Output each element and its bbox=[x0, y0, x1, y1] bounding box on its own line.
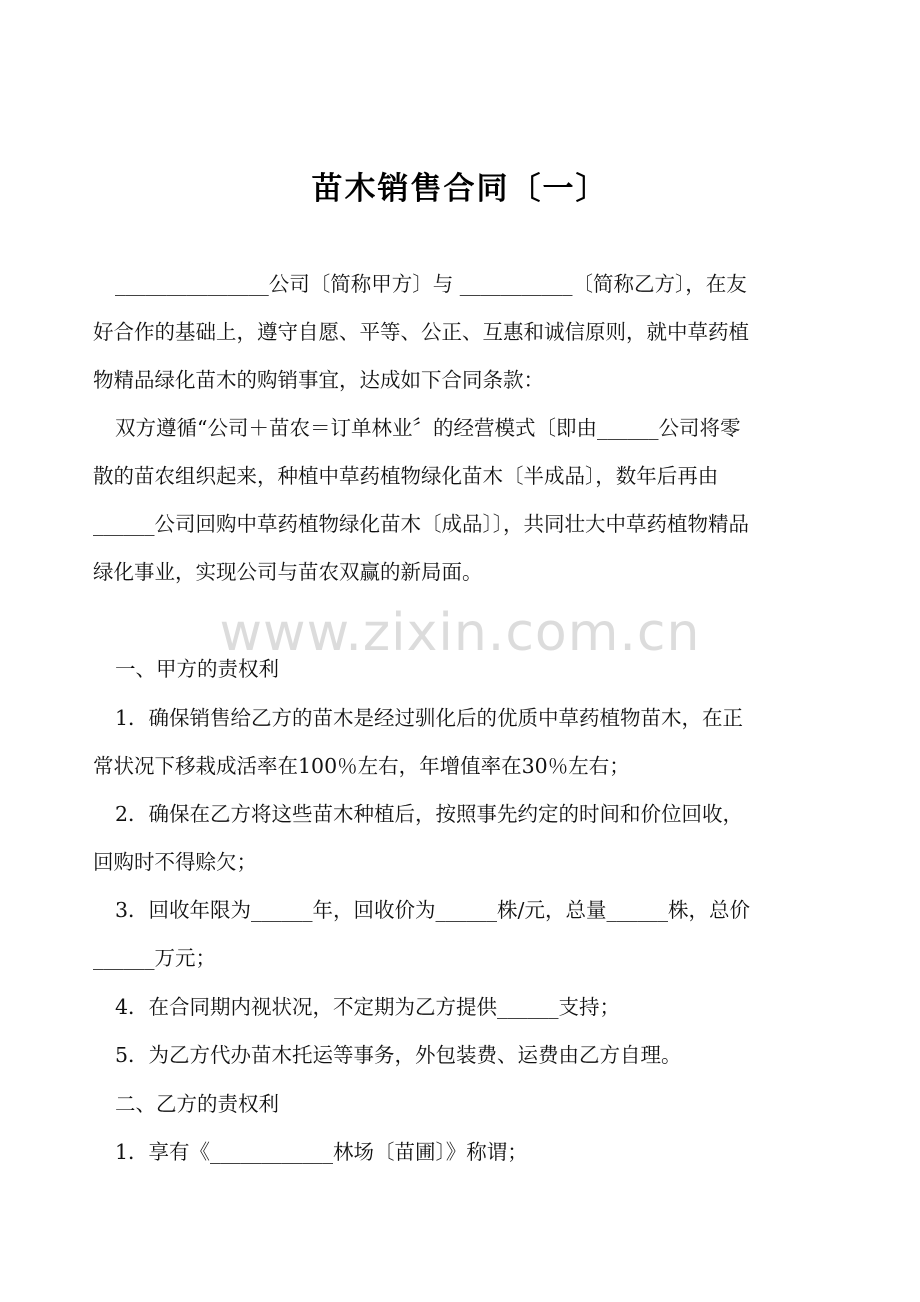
clause-line: ______万元； bbox=[93, 946, 216, 970]
paragraph-line: 双方遵循“公司＋苗农＝订单林业〞的经营模式〔即由______公司将零 bbox=[115, 416, 741, 440]
paragraph-line: 散的苗农组织起来，种植中草药植物绿化苗木〔半成品〕，数年后再由 bbox=[93, 464, 719, 488]
clause-line: 回购时不得赊欠； bbox=[93, 850, 257, 874]
clause-line: 4．在合同期内视状况，不定期为乙方提供______支持； bbox=[115, 995, 621, 1019]
paragraph-line: 绿化事业，实现公司与苗农双赢的新局面。 bbox=[93, 560, 483, 584]
clause-line: 5．为乙方代办苗木托运等事务，外包装费、运费由乙方自理。 bbox=[115, 1043, 682, 1067]
document-title: 苗木销售合同〔一〕 bbox=[311, 171, 609, 207]
clause-line: 2．确保在乙方将这些苗木种植后，按照事先约定的时间和价位回收， bbox=[115, 802, 744, 826]
clause-line: 1．确保销售给乙方的苗木是经过驯化后的优质中草药植物苗木，在正 bbox=[115, 706, 744, 730]
clause-line: 3．回收年限为______年，回收价为______株/元，总量______株，总价 bbox=[115, 898, 750, 922]
paragraph-line: ______公司回购中草药植物绿化苗木〔成品〕〕，共同壮大中草药植物精品 bbox=[93, 512, 749, 536]
clause-line: 常状况下移栽成活率在100％左右，年增值率在30％左右； bbox=[93, 754, 630, 778]
paragraph-line: 好合作的基础上，遵守自愿、平等、公正、互惠和诚信原则，就中草药植 bbox=[93, 320, 749, 344]
clause-line: 1．享有《____________林场〔苗圃〕》称谓； bbox=[115, 1140, 528, 1164]
paragraph-line: 物精品绿化苗木的购销事宜，达成如下合同条款： bbox=[93, 368, 544, 392]
section-heading: 一、甲方的责权利 bbox=[115, 657, 279, 681]
watermark: www.zixin.com.cn bbox=[219, 603, 701, 663]
section-heading: 二、乙方的责权利 bbox=[115, 1092, 279, 1116]
paragraph-line: _______________公司〔简称甲方〕与 ___________〔简称乙方〕，在友 bbox=[115, 272, 747, 296]
